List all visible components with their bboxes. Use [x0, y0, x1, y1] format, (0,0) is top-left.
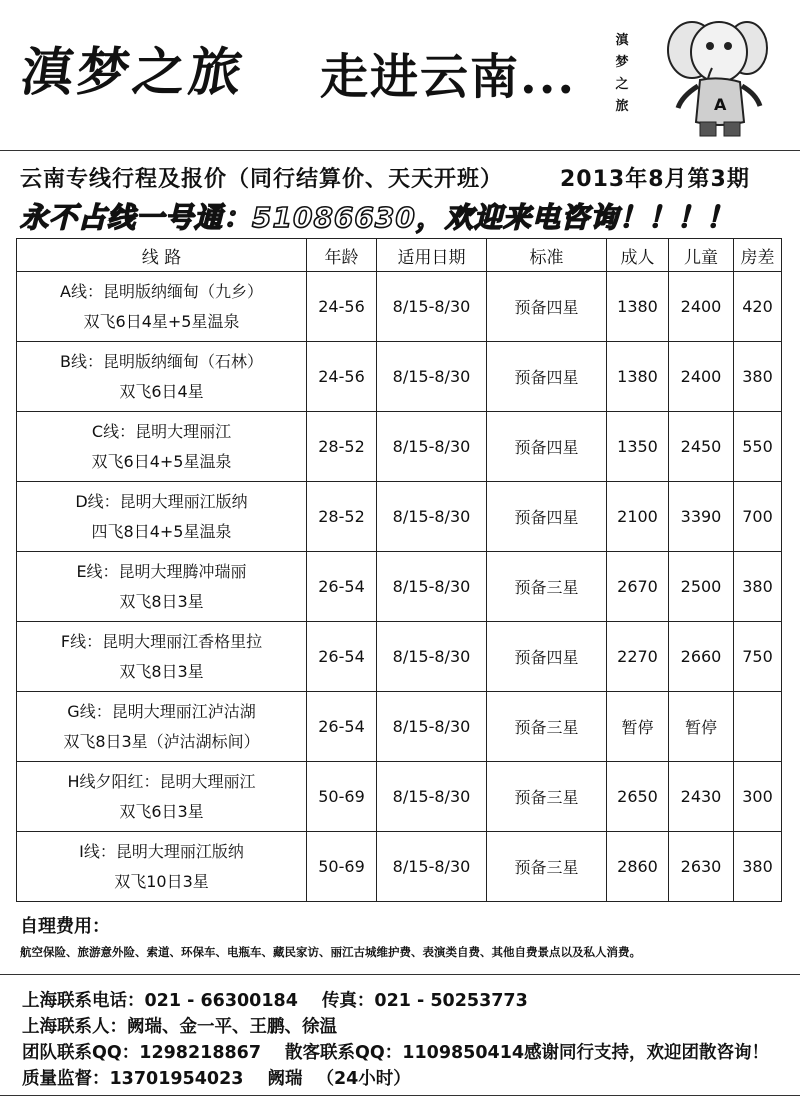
- people-names: 阙瑞、金一平、王鹏、徐温: [127, 1017, 337, 1037]
- table-row: [17, 762, 782, 832]
- date-cell: 8/15-8/30: [377, 832, 487, 902]
- vertical-brand-char: 旅: [615, 99, 629, 114]
- route-cell: [17, 342, 307, 412]
- route-detail: 双飞6日3星: [119, 801, 204, 821]
- route-cell: [17, 762, 307, 832]
- table-row: [17, 692, 782, 762]
- route-cell: [17, 482, 307, 552]
- phone-label: 上海联系电话：: [22, 991, 145, 1011]
- adult-price-cell: 2100: [607, 482, 669, 552]
- route-name: H线夕阳红：昆明大理丽江: [67, 771, 256, 791]
- mascot-label: A: [714, 95, 727, 114]
- child-price-cell: 2400: [669, 272, 734, 342]
- team-qq: 1298218867: [139, 1043, 262, 1063]
- age-cell: 28-52: [307, 482, 377, 552]
- contact-quality-line: [22, 1066, 769, 1092]
- route-cell: [17, 622, 307, 692]
- title-issue: 2013年8月第3期: [560, 167, 750, 192]
- route-cell: [17, 832, 307, 902]
- phone-number: 021 - 66300184: [144, 991, 298, 1011]
- route-detail: 双飞8日3星: [119, 591, 204, 611]
- route-cell: [17, 272, 307, 342]
- route-detail: 四飞8日4+5星温泉: [91, 521, 232, 541]
- header-child: 儿童: [669, 239, 734, 272]
- standard-cell: 预备四星: [487, 412, 607, 482]
- header-standard: 标准: [487, 239, 607, 272]
- top-divider: [0, 150, 800, 151]
- standard-cell: 预备三星: [487, 832, 607, 902]
- contact-phone-line: [22, 988, 769, 1014]
- header-age: 年龄: [307, 239, 377, 272]
- adult-price-cell: 2650: [607, 762, 669, 832]
- route-cell: [17, 412, 307, 482]
- route-name: G线：昆明大理丽江泸沽湖: [67, 701, 256, 721]
- individual-qq-label: 散客联系QQ：: [285, 1043, 403, 1063]
- standard-cell: 预备四星: [487, 622, 607, 692]
- date-cell: 8/15-8/30: [377, 342, 487, 412]
- age-cell: 50-69: [307, 762, 377, 832]
- hotline-banner: 永不占线一号通：51086630，欢迎来电咨询！！！！: [20, 201, 735, 234]
- standard-cell: 预备三星: [487, 552, 607, 622]
- standard-cell: 预备四星: [487, 482, 607, 552]
- header-adult: 成人: [607, 239, 669, 272]
- room-diff-cell: 750: [734, 622, 782, 692]
- title-main: 云南专线行程及报价（同行结算价、天天开班）: [20, 167, 504, 192]
- vertical-brand-char: 之: [615, 77, 629, 92]
- individual-qq: 1109850414: [402, 1043, 525, 1063]
- date-cell: 8/15-8/30: [377, 272, 487, 342]
- date-cell: 8/15-8/30: [377, 762, 487, 832]
- standard-cell: 预备三星: [487, 762, 607, 832]
- middle-divider: [0, 974, 800, 975]
- age-cell: 24-56: [307, 272, 377, 342]
- table-row: [17, 272, 782, 342]
- vertical-brand-char: 梦: [615, 55, 629, 70]
- child-price-cell: 2660: [669, 622, 734, 692]
- table-row: [17, 552, 782, 622]
- adult-price-cell: 2270: [607, 622, 669, 692]
- date-cell: 8/15-8/30: [377, 552, 487, 622]
- route-name: C线：昆明大理丽江: [91, 421, 232, 441]
- adult-price-cell: 2860: [607, 832, 669, 902]
- age-cell: 50-69: [307, 832, 377, 902]
- brand-title: 滇梦之旅: [17, 42, 250, 103]
- date-cell: 8/15-8/30: [377, 622, 487, 692]
- quality-phone: 13701954023: [109, 1069, 244, 1089]
- age-cell: 26-54: [307, 692, 377, 762]
- route-detail: 双飞6日4星+5星温泉: [83, 311, 240, 331]
- age-cell: 28-52: [307, 412, 377, 482]
- age-cell: 26-54: [307, 622, 377, 692]
- standard-cell: 预备四星: [487, 272, 607, 342]
- quality-person: 阙瑞: [267, 1069, 303, 1089]
- self-pay-text: 航空保险、旅游意外险、索道、环保车、电瓶车、藏民家访、丽江古城维护费、表演类自费、其他自费景点以及私人消费。: [20, 945, 641, 959]
- child-price-cell: 2430: [669, 762, 734, 832]
- route-cell: [17, 692, 307, 762]
- adult-price-cell: 1380: [607, 272, 669, 342]
- routes-table: [16, 238, 782, 902]
- standard-cell: 预备三星: [487, 692, 607, 762]
- date-cell: 8/15-8/30: [377, 482, 487, 552]
- page-title: [20, 162, 750, 193]
- elephant-mascot-icon: [662, 10, 772, 145]
- age-cell: 26-54: [307, 552, 377, 622]
- team-qq-label: 团队联系QQ：: [22, 1043, 140, 1063]
- table-row: [17, 482, 782, 552]
- route-name: A线：昆明版纳缅甸（九乡）: [60, 281, 263, 301]
- adult-price-cell: 1380: [607, 342, 669, 412]
- header: [0, 0, 800, 150]
- date-cell: 8/15-8/30: [377, 412, 487, 482]
- route-name: B线：昆明版纳缅甸（石林）: [60, 351, 263, 371]
- route-detail: 双飞8日3星（泸沽湖标间）: [63, 731, 260, 751]
- route-cell: [17, 552, 307, 622]
- standard-cell: 预备四星: [487, 342, 607, 412]
- child-price-cell: 2400: [669, 342, 734, 412]
- route-name: D线：昆明大理丽江版纳: [75, 491, 248, 511]
- child-price-cell: 2500: [669, 552, 734, 622]
- room-diff-cell: 300: [734, 762, 782, 832]
- quality-hours: （24小时）: [316, 1069, 411, 1089]
- room-diff-cell: [734, 692, 782, 762]
- route-detail: 双飞8日3星: [119, 661, 204, 681]
- room-diff-cell: 380: [734, 552, 782, 622]
- table-row: [17, 342, 782, 412]
- route-name: E线：昆明大理腾冲瑞丽: [76, 561, 247, 581]
- thanks-text: 感谢同行支持，欢迎团散咨询！: [524, 1043, 770, 1063]
- bottom-divider: [0, 1095, 800, 1096]
- age-cell: 24-56: [307, 342, 377, 412]
- adult-price-cell: 2670: [607, 552, 669, 622]
- header-route: 线 路: [17, 239, 307, 272]
- vertical-brand-char: 滇: [615, 33, 629, 48]
- room-diff-cell: 380: [734, 342, 782, 412]
- contact-people-line: [22, 1014, 769, 1040]
- self-pay-label: 自理费用：: [20, 916, 110, 937]
- room-diff-cell: 700: [734, 482, 782, 552]
- adult-price-cell: 暂停: [607, 692, 669, 762]
- date-cell: 8/15-8/30: [377, 692, 487, 762]
- child-price-cell: 暂停: [669, 692, 734, 762]
- quality-label: 质量监督：: [22, 1069, 110, 1089]
- fax-label: 传真：: [321, 991, 375, 1011]
- adult-price-cell: 1350: [607, 412, 669, 482]
- table-row: [17, 412, 782, 482]
- child-price-cell: 3390: [669, 482, 734, 552]
- child-price-cell: 2630: [669, 832, 734, 902]
- contact-block: [22, 988, 769, 1092]
- route-detail: 双飞6日4+5星温泉: [91, 451, 232, 471]
- child-price-cell: 2450: [669, 412, 734, 482]
- header-date: 适用日期: [377, 239, 487, 272]
- header-room: 房差: [734, 239, 782, 272]
- table-row: [17, 622, 782, 692]
- room-diff-cell: 420: [734, 272, 782, 342]
- slogan: 走进云南...: [320, 49, 577, 105]
- people-label: 上海联系人：: [22, 1017, 127, 1037]
- route-detail: 双飞6日4星: [119, 381, 204, 401]
- vertical-brand: [612, 30, 632, 118]
- contact-qq-line: [22, 1040, 769, 1066]
- table-row: [17, 832, 782, 902]
- route-detail: 双飞10日3星: [114, 871, 209, 891]
- fax-number: 021 - 50253773: [374, 991, 528, 1011]
- route-name: I线：昆明大理丽江版纳: [79, 841, 244, 861]
- table-header-row: [17, 239, 782, 272]
- room-diff-cell: 550: [734, 412, 782, 482]
- route-name: F线：昆明大理丽江香格里拉: [60, 631, 263, 651]
- room-diff-cell: 380: [734, 832, 782, 902]
